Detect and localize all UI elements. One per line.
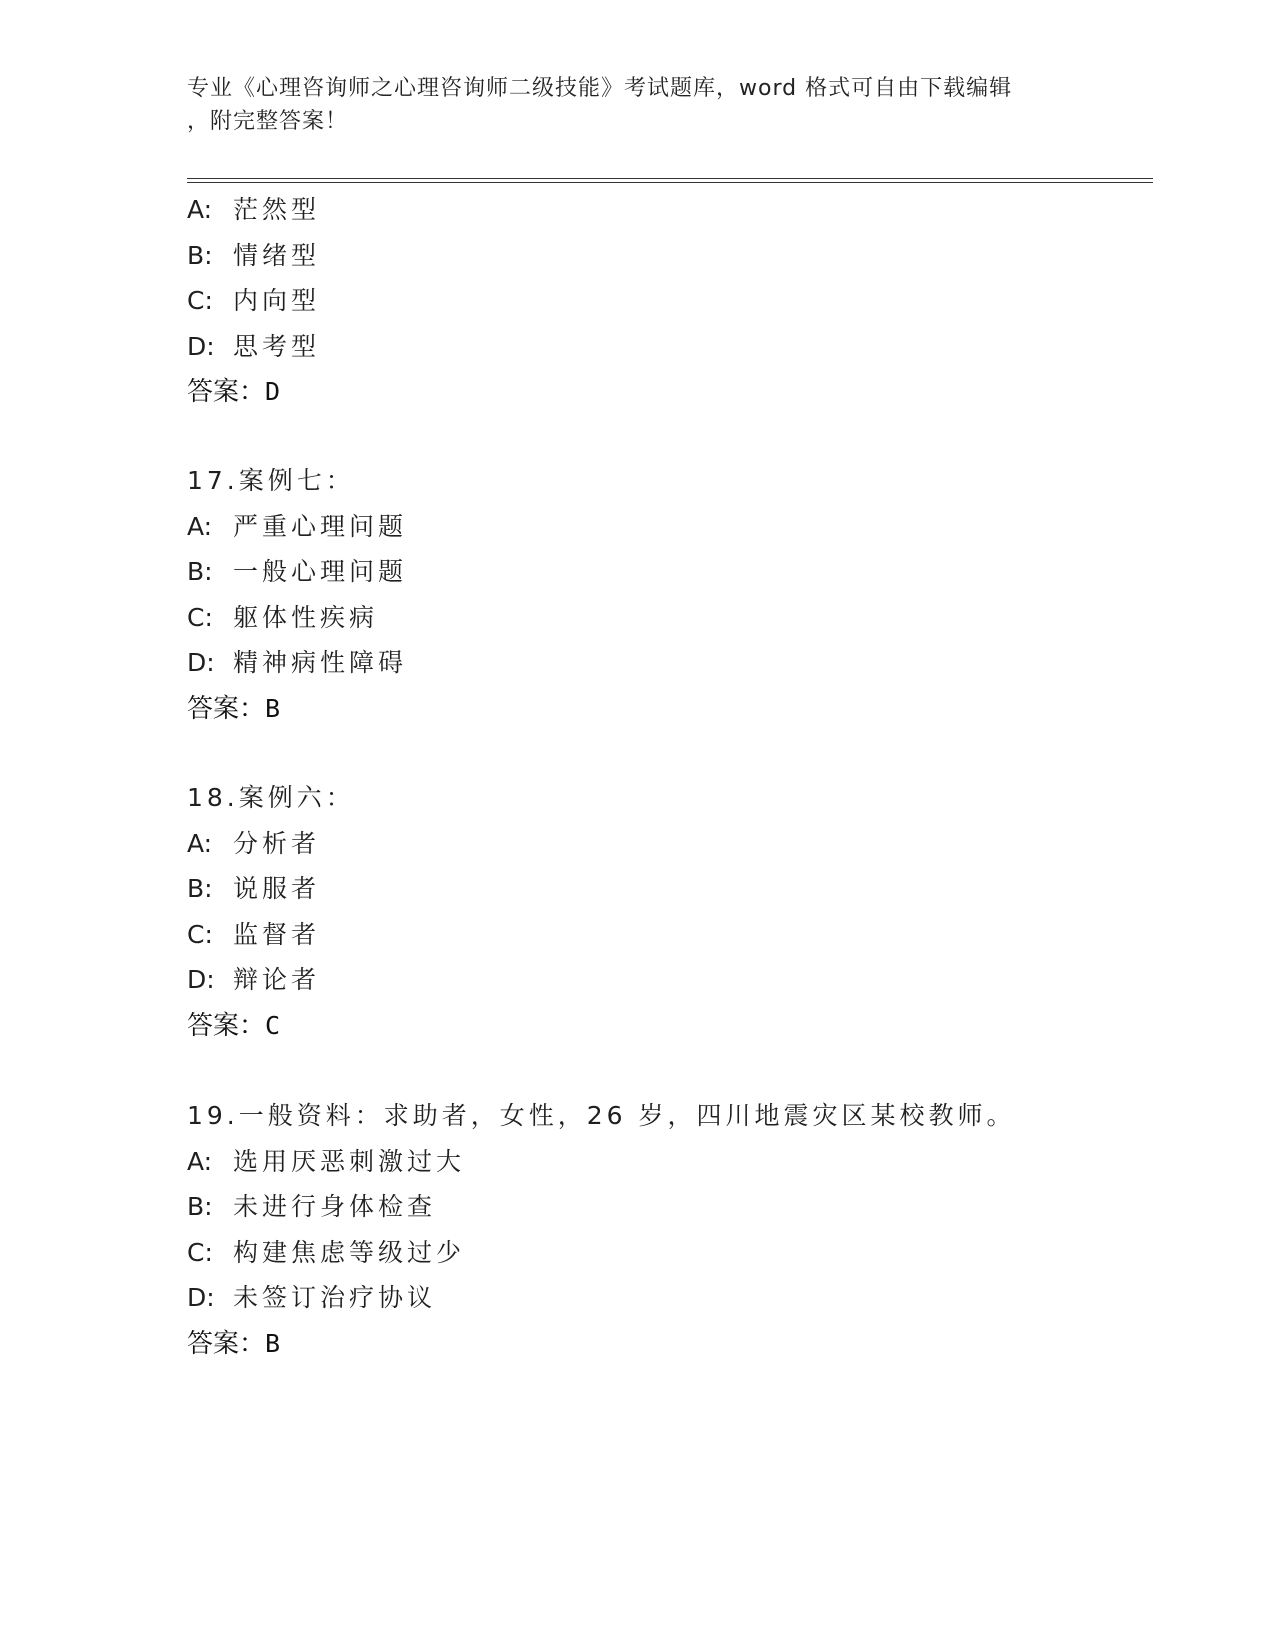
header-line-2: ，附完整答案！	[187, 109, 349, 134]
question-block-19	[187, 1093, 1187, 1366]
answer: 答案：B	[187, 1328, 281, 1359]
option-c: C: 内向型	[187, 286, 321, 315]
option-d: D: 思考型	[187, 331, 321, 361]
question-block-16	[187, 187, 1187, 415]
header-divider-top	[187, 178, 1153, 179]
question-block-18	[187, 775, 1187, 1048]
option-b: B: 一般心理问题	[187, 557, 408, 586]
option-b: B: 未进行身体检查	[187, 1192, 437, 1221]
option-c: C: 构建焦虑等级过少	[187, 1237, 466, 1267]
header-line-1: 专业《心理咨询师之心理咨询师二级技能》考试题库，word 格式可自由下载编辑	[187, 76, 1013, 101]
option-a: A: 分析者	[187, 828, 321, 858]
question-block-17	[187, 458, 1187, 731]
question-title: 19.一般资料：求助者，女性，26 岁，四川地震灾区某校教师。	[187, 1101, 1016, 1130]
answer: 答案：B	[187, 693, 281, 724]
option-a: A: 茫然型	[187, 195, 321, 224]
question-title: 17.案例七：	[187, 466, 355, 495]
option-d: D: 辩论者	[187, 965, 321, 994]
option-a: A: 严重心理问题	[187, 511, 408, 541]
option-a: A: 选用厌恶刺激过大	[187, 1146, 466, 1176]
option-b: B: 说服者	[187, 874, 321, 903]
option-c: C: 监督者	[187, 919, 321, 949]
option-d: D: 精神病性障碍	[187, 648, 408, 677]
answer: 答案：D	[187, 377, 281, 407]
option-d: D: 未签订治疗协议	[187, 1283, 437, 1312]
option-c: C: 躯体性疾病	[187, 602, 379, 632]
document-header	[187, 72, 1067, 138]
option-b: B: 情绪型	[187, 240, 321, 270]
answer: 答案：C	[187, 1010, 281, 1041]
question-title: 18.案例六：	[187, 783, 355, 812]
header-divider-bottom	[187, 182, 1153, 183]
